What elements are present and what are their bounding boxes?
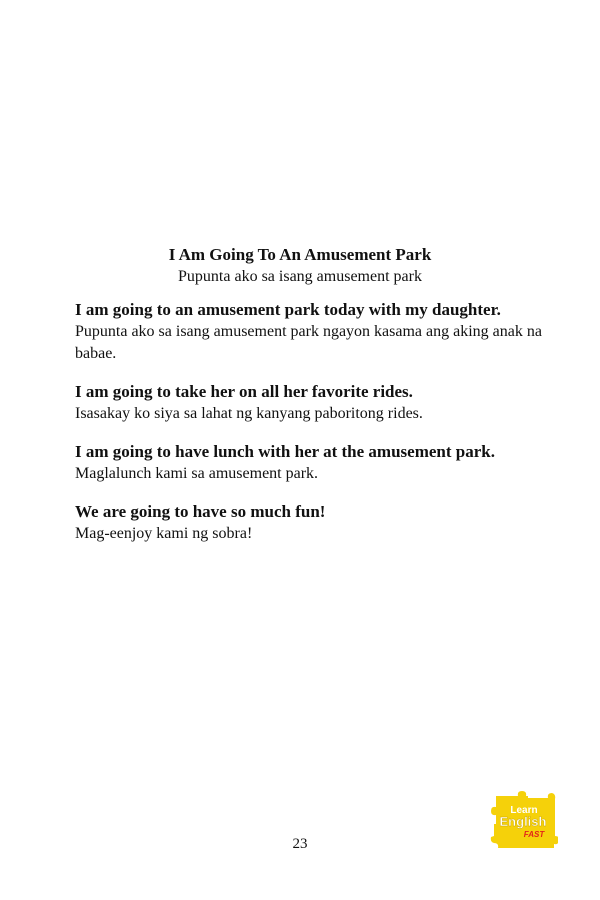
english-sentence: I am going to an amusement park today with my daughter. [75,300,501,319]
page-title: I Am Going To An Amusement Park [168,245,432,264]
learn-english-fast-logo [488,790,558,850]
english-sentence: We are going to have so much fun! [75,502,326,521]
page-number: 23 [292,836,308,852]
tagalog-translation: Isasakay ko siya sa lahat ng kanyang paboritong rides. [75,405,423,422]
english-sentence: I am going to have lunch with her at the amusement park. [75,442,495,461]
page-subtitle: Pupunta ako sa isang amusement park [178,268,422,285]
logo-text-english: English [499,814,547,829]
english-sentence: I am going to take her on all her favorite rides. [75,382,413,401]
list-item [75,299,545,365]
sentence-list [75,299,545,561]
tagalog-translation: Pupunta ako sa isang amusement park ngayon kasama ang aking anak na babae. [75,323,542,362]
logo-text-fast: FAST [523,830,545,839]
logo-text-learn: Learn [510,805,538,816]
tagalog-translation: Maglalunch kami sa amusement park. [75,465,319,482]
list-item [75,501,545,545]
tagalog-translation: Mag-eenjoy kami ng sobra! [75,525,253,542]
page-title-block [0,244,600,288]
list-item [75,441,545,485]
list-item [75,381,545,425]
